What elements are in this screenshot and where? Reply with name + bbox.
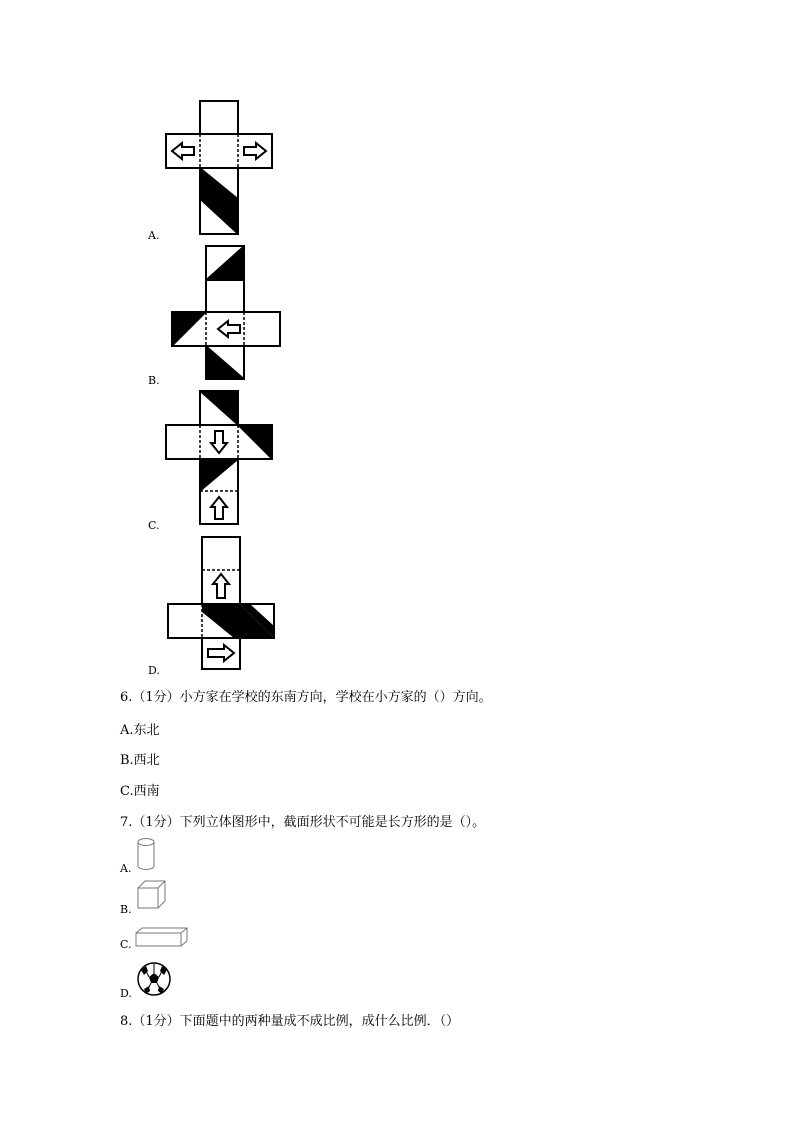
question-7-option-b[interactable]: B. [120, 903, 132, 916]
question-7-stem: 7.（1分）下列立体图形中，截面形状不可能是长方形的是（）。 [120, 815, 486, 830]
option-label-d[interactable]: D. [148, 664, 160, 677]
question-6-option-a[interactable]: A.东北 [120, 723, 160, 738]
question-6-option-b[interactable]: B.西北 [120, 753, 160, 768]
option-label-c[interactable]: C. [148, 519, 160, 532]
question-7-option-c[interactable]: C. [120, 938, 132, 951]
question-7-option-d[interactable]: D. [120, 987, 132, 1000]
question-7-option-a[interactable]: A. [120, 862, 132, 875]
option-label-a[interactable]: A. [148, 229, 160, 242]
option-label-b[interactable]: B. [148, 374, 160, 387]
question-6-stem: 6.（1分）小方家在学校的东南方向，学校在小方家的（）方向。 [120, 690, 492, 705]
question-8-stem: 8.（1分）下面题中的两种量成不成比例，成什么比例．（） [120, 1014, 460, 1029]
question-6-option-c[interactable]: C.西南 [120, 784, 160, 799]
